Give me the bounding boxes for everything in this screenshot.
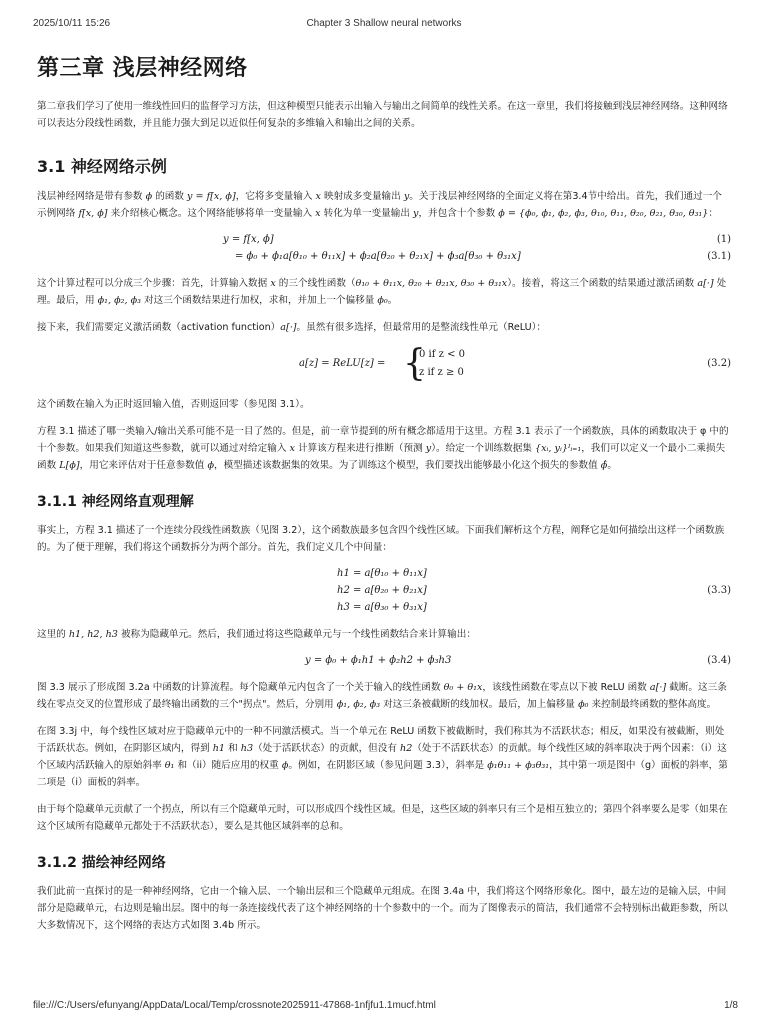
section-3-1-1-paragraph-5: 由于每个隐藏单元贡献了一个拐点，所以有三个隐藏单元时，可以形成四个线性区域。但是，这些区域的斜率只有三个是相互独立的；第四个斜率要么是零（如果在这个区域所有隐藏单元都处于不活跃状态），要么是其他区域斜率的总和。 (37, 804, 728, 832)
section-3-1-1-paragraph-2: 这里的 h1, h2, h3 被称为隐藏单元。然后，我们通过将这些隐藏单元与一个线性函数结合来计算输出： (37, 629, 476, 640)
section-3-1-paragraph-4: 这个函数在输入为正时返回输入值，否则返回零（参见图 3.1）。 (37, 399, 310, 410)
document-body (37, 52, 731, 934)
print-file-path: file:///C:/Users/efunyang/AppData/Local/Temp/crossnote2025911-47868-1nfjfu1.1mucf.html (33, 1000, 436, 1011)
section-3-1-1-title: 3.1.1 神经网络直观理解 (37, 494, 194, 510)
section-3-1-1-paragraph-4: 在图 3.3j 中，每个线性区域对应于隐藏单元中的一种不同激活模式。当一个单元在 ReLU 函数下被截断时，我们称其为不活跃状态；相反，如果没有被截断，则处于活跃状态。例如，在阴影区域内，得到 h1 和 h3（处于活跃状态）的贡献，但没有 h2（处于不活跃状态）的贡献。每个线性区域的斜率取决于两个因素：（i）这个区域内活跃输入的原始斜率 θ₁ 和（ii）随后应用的权重 ϕ。例如，在阴影区域（参见问题 3.3），斜率是 ϕ₁θ₁₁ + ϕ₃θ₃₁，其中第一项是图中（g）面板的斜率，第二项是（i）面板的斜率。 (37, 726, 728, 788)
print-doc-title: Chapter 3 Shallow neural networks (306, 18, 462, 29)
section-3-1-paragraph-3: 接下来，我们需要定义激活函数（activation function）a[·]。虽然有很多选择，但最常用的是整流线性单元（ReLU）： (37, 322, 547, 333)
section-3-1-paragraph-5: 方程 3.1 描述了哪一类输入/输出关系可能不是一目了然的。但是，前一章节提到的所有概念都适用于这里。方程 3.1 表示了一个函数族，具体的函数取决于 φ 中的十个参数。如果我们知道这些参数，就可以通过对给定输入 x 计算该方程来进行推断（预测 y）。给定一个训练数据集 {xᵢ, yᵢ}ᴵᵢ₌₁，我们可以定义一个最小二乘损失函数 L[ϕ]，用它来评估对于任意参数值 ϕ，模型描述该数据集的效果。为了训练这个模型，我们要找出能够最小化这个损失的参数值 ϕ̂。 (37, 426, 729, 471)
chapter-title: 第三章 浅层神经网络 (37, 56, 248, 81)
equation-3-3: h1 = a[θ₁₀ + θ₁₁x] h2 = a[θ₂₀ + θ₂₁x] (3.3) h3 = a[θ₃₀ + θ₃₁x] (337, 568, 731, 613)
equation-3-4: y = ϕ₀ + ϕ₁h1 + ϕ₂h2 + ϕ₃h3 (3.4) (305, 655, 731, 666)
section-3-1-paragraph-1: 浅层神经网络是带有参数 ϕ 的函数 y = f[x, ϕ]，它将多变量输入 x 映射成多变量输出 y。关于浅层神经网络的全面定义将在第3.4节中给出。首先，我们通过一个示例网络 f[x, ϕ] 来介绍核心概念。这个网络能够将单一变量输入 x 转化为单一变量输出 y，并包含十个参数 ϕ = {ϕ₀, ϕ₁, ϕ₂, ϕ₃, θ₁₀, θ₁₁, θ₂₀, θ₂₁, θ₃₀, θ₃₁}： (37, 191, 722, 219)
section-3-1-2-paragraph-1: 我们此前一直探讨的是一种神经网络，它由一个输入层、一个输出层和三个隐藏单元组成。在图 3.4a 中，我们将这个网络形象化。图中，最左边的是输入层，中间部分是隐藏单元，右边则是输出层。图中的每一条连接线代表了这个神经网络的十个参数中的一个。而为了图像表示的简洁，我们通常不会特别标出截距参数，所以大多数情况下，这个网络的表达方式如图 3.4b 所示。 (37, 886, 728, 931)
intro-paragraph: 第二章我们学习了使用一维线性回归的监督学习方法，但这种模型只能表示出输入与输出之间简单的线性关系。在这一章里，我们将接触到浅层神经网络。这种网络可以表达分段线性函数，并且能力强大到足以近似任何复杂的多维输入和输出之间的关系。 (37, 101, 728, 129)
section-3-1-title: 3.1 神经网络示例 (37, 157, 167, 176)
print-timestamp: 2025/10/11 15:26 (33, 18, 111, 29)
print-page-indicator: 1/8 (724, 1000, 738, 1011)
section-3-1-paragraph-2: 这个计算过程可以分成三个步骤：首先，计算输入数据 x 的三个线性函数（θ₁₀ + θ₁₁x, θ₂₀ + θ₂₁x, θ₃₀ + θ₃₁x）。接着，将这三个函数的结果通过激活函数 a[·] 处理。最后，用 ϕ₁, ϕ₂, ϕ₃ 对这三个函数结果进行加权，求和，并加上一个偏移量 ϕ₀。 (37, 278, 727, 306)
equation-3-1: y = f[x, ϕ] (1) = ϕ₀ + ϕ₁a[θ₁₀ + θ₁₁x] + ϕ₂a[θ₂₀ + θ₂₁x] + ϕ₃a[θ₃₀ + θ₃₁x] (3.1) (223, 234, 731, 262)
section-3-1-1-paragraph-3: 图 3.3 展示了形成图 3.2a 中函数的计算流程。每个隐藏单元内包含了一个关于输入的线性函数 θ₀ + θ₁x，该线性函数在零点以下被 ReLU 函数 a[·] 截断。这三条线在零点交叉的位置形成了最终输出函数的三个"拐点"。然后，分别用 ϕ₁, ϕ₂, ϕ₃ 对这三条被截断的线加权。最后，加上偏移量 ϕ₀ 来控制最终函数的整体高度。 (37, 682, 727, 710)
section-3-1-1-paragraph-1: 事实上，方程 3.1 描述了一个连续分段线性函数族（见图 3.2），这个函数族最多包含四个线性区域。下面我们解析这个方程，阐释它是如何描绘出这样一个函数族的。为了便于理解，我们将这个函数拆分为两个部分。首先，我们定义几个中间量： (37, 525, 725, 553)
equation-3-2: a[z] = ReLU[z] = { 0 if z < 0 z if z ≥ 0 (3.2) (299, 343, 731, 384)
section-3-1-2-title: 3.1.2 描绘神经网络 (37, 855, 166, 871)
